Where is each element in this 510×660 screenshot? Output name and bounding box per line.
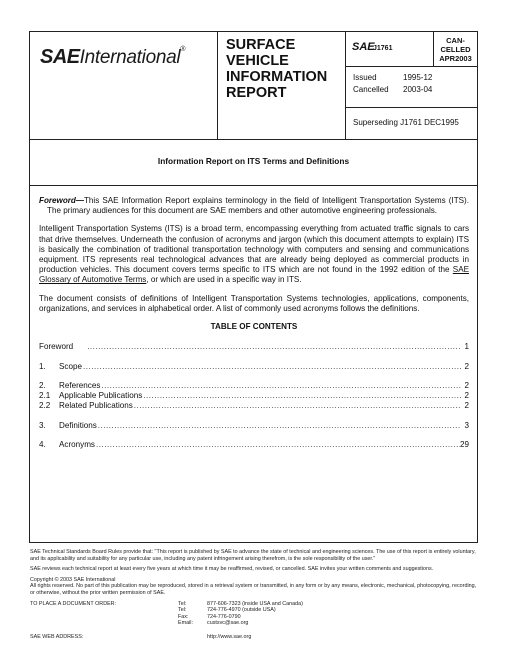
- document-number: J1761: [373, 45, 393, 52]
- logo-international: International: [79, 47, 181, 68]
- status-line: CELLED: [440, 45, 471, 54]
- contact-email-link[interactable]: custsvc@sae.org: [207, 620, 249, 627]
- toc-entry-page: 2: [464, 361, 469, 371]
- web-address-label: SAE WEB ADDRESS:: [30, 633, 84, 640]
- cancelled-value: 2003-04: [403, 85, 433, 94]
- issued-row: [353, 73, 432, 82]
- toc-entry-scope[interactable]: [39, 362, 469, 372]
- toc-entry-references[interactable]: [39, 381, 469, 391]
- glossary-reference: SAE Glossary of Automotive Terms: [39, 265, 469, 285]
- toc-entry-number: 4.: [39, 440, 46, 450]
- toc-entry-acronyms[interactable]: [39, 440, 469, 450]
- web-address-link[interactable]: http://www.sae.org: [207, 633, 252, 640]
- toc-entry-label: Definitions: [59, 420, 97, 430]
- toc-entry-label: Applicable Publications: [59, 391, 143, 401]
- toc-entry-page: 29: [459, 440, 469, 450]
- contact-row: [178, 607, 276, 614]
- toc-entry-related-publications[interactable]: [39, 401, 469, 411]
- document-info-cell: [346, 32, 477, 140]
- toc-entry-number: 1.: [39, 361, 46, 371]
- sae-international-logo: [40, 46, 185, 69]
- contact-row: [178, 601, 303, 608]
- contact-key: Fax:: [178, 613, 189, 620]
- toc-leader: [95, 440, 460, 450]
- issue-dates: [346, 67, 477, 108]
- doc-brand: SAE: [352, 41, 375, 53]
- toc-leader: [82, 362, 461, 372]
- contact-phone[interactable]: 877-606-7323 (inside USA and Canada): [207, 600, 303, 607]
- toc-entry-page: 3: [464, 420, 469, 430]
- document-type-line: SURFACE: [226, 37, 296, 53]
- foreword-heading: Foreword—: [39, 196, 84, 205]
- foreword-paragraph: [39, 196, 469, 216]
- document-type-line: VEHICLE: [226, 53, 289, 69]
- toc-entry-number: 2.1: [39, 391, 51, 401]
- status-line: APR2003: [439, 54, 472, 63]
- toc-entry-page: 2: [464, 380, 469, 390]
- table-of-contents: [39, 342, 469, 450]
- toc-entry-page: 1: [464, 342, 469, 352]
- toc-entry-page: 2: [464, 401, 469, 411]
- toc-entry-label: Foreword: [39, 342, 74, 352]
- contact-row: [178, 614, 241, 621]
- toc-entry-foreword[interactable]: [39, 342, 469, 352]
- document-type: [226, 37, 344, 101]
- toc-leader: [73, 342, 461, 352]
- superseding-note: Superseding J1761 DEC1995: [353, 118, 459, 127]
- toc-entry-page: 2: [464, 391, 469, 401]
- toc-entry-number: 3.: [39, 420, 46, 430]
- logo-cell: [30, 32, 218, 140]
- toc-entry-label: Scope: [59, 361, 82, 371]
- document-type-line: REPORT: [226, 85, 287, 101]
- toc-entry-number: 2.: [39, 380, 46, 390]
- contact-row: [178, 620, 248, 627]
- intro-text-end: , or which are used in a specific way in ITS.: [146, 275, 302, 285]
- contact-key: Email:: [178, 620, 193, 627]
- report-title: Information Report on ITS Terms and Definitions: [157, 156, 350, 166]
- order-label: TO PLACE A DOCUMENT ORDER:: [30, 600, 117, 607]
- contact-key: Tel:: [178, 607, 187, 614]
- document-type-line: INFORMATION: [226, 69, 328, 85]
- toc-leader: [100, 381, 461, 391]
- status-badge: [434, 32, 477, 67]
- status-line: CAN-: [446, 36, 465, 45]
- contact-key: Tel:: [178, 600, 187, 607]
- toc-leader: [142, 391, 461, 401]
- report-title-row: [30, 140, 477, 186]
- contact-row: [178, 634, 251, 641]
- document-footer: [30, 549, 480, 641]
- document-number-box: [346, 32, 434, 67]
- cancelled-row: [353, 85, 432, 94]
- contact-fax: 724-776-0790: [207, 613, 241, 620]
- logo-sae: SAE: [40, 46, 80, 68]
- structure-paragraph: The document consists of definitions of Intelligent Transportation Systems technologies, applications, components, organizations, and services in alphabetical order. A list of commonly used acronyms follows the definitions.: [39, 293, 469, 313]
- toc-leader: [133, 401, 461, 411]
- toc-entry-applicable-publications[interactable]: [39, 391, 469, 401]
- issued-label: Issued: [353, 73, 377, 82]
- toc-entry-label: References: [59, 380, 101, 390]
- toc-heading: TABLE OF CONTENTS: [210, 322, 298, 332]
- intro-text: Intelligent Transportation Systems (ITS) is a broad term, encompassing everything from actuated traffic signals to cars that drive themselves. Underneath the confusion of acronyms and jargon (which this document attempts to explain) ITS is basically the combination of traditional transportation technology with computers and sensing and communications equipment. ITS represents real technological advances that are already being deployed as commercial products in production vehicles. This document covers terms specific to ITS which are not found in the 1992 edition of the: [39, 224, 469, 275]
- logo-trademark: ®: [180, 46, 186, 53]
- toc-entry-label: Related Publications: [59, 401, 133, 411]
- document-frame: [29, 31, 478, 543]
- toc-entry-number: 2.2: [39, 401, 51, 411]
- contact-phone[interactable]: 724-776-4970 (outside USA): [207, 607, 276, 614]
- contact-info: [30, 601, 480, 641]
- intro-paragraph: [39, 224, 469, 285]
- rights-notice: All rights reserved. No part of this publication may be reproduced, stored in a retrieval system or transmitted, in any form or by any means, electronic, mechanical, photocopying, recording, or otherwise, without the prior written permission of SAE.: [30, 583, 477, 596]
- cancelled-label: Cancelled: [353, 85, 389, 94]
- copyright-notice: Copyright © 2003 SAE International: [30, 576, 116, 583]
- toc-entry-label: Acronyms: [59, 440, 95, 450]
- document-body: [39, 188, 469, 450]
- toc-leader: [97, 421, 461, 431]
- toc-entry-definitions[interactable]: [39, 421, 469, 431]
- document-header: [30, 32, 477, 140]
- document-type-cell: [218, 32, 346, 140]
- foreword-text: This SAE Information Report explains terminology in the field of Intelligent Transportation Systems (ITS). The primary audiences for this document are SAE members and other automotive engineering professionals.: [47, 196, 469, 216]
- standards-board-rules: SAE Technical Standards Board Rules provide that: "This report is published by SAE to advance the state of technical and engineering sciences. The use of this report is entirely voluntary, and its applicability and suitability for any particular use, including any patent infringement arising therefrom, is the sole responsibility of the user.": [30, 549, 476, 562]
- review-notice: SAE reviews each technical report at least every five years at which time it may be reaffirmed, revised, or cancelled. SAE invites your written comments and suggestions.: [30, 566, 434, 573]
- issued-value: 1995-12: [403, 73, 433, 82]
